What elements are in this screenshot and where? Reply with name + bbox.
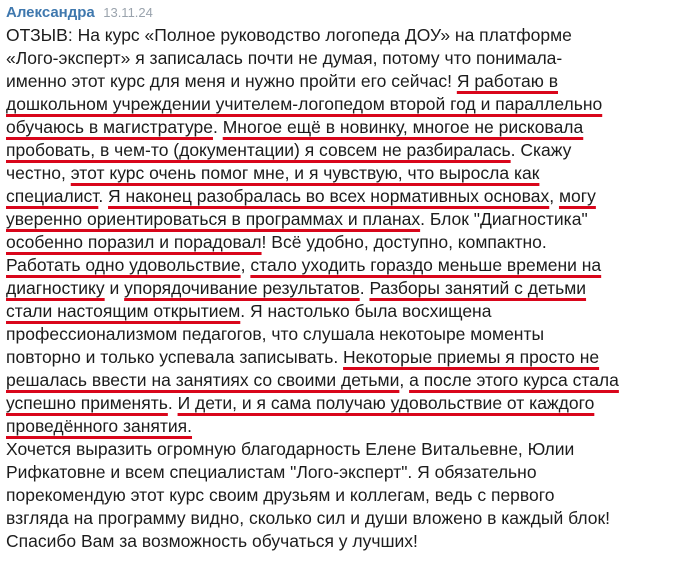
text-segment: именно этот курс для меня и нужно пройти его сейчас! [6, 71, 457, 91]
underlined-phrase: Я работаю в [456, 71, 558, 91]
message-line [6, 392, 681, 415]
underlined-phrase: стало уходить гораздо меньше времени на [250, 255, 602, 275]
text-segment: ! Всё удобно, доступно, компактно. [261, 232, 547, 252]
message-line [6, 93, 681, 116]
message-line [6, 231, 681, 254]
message-date: 13.11.24 [103, 5, 153, 20]
text-segment: повторно и только успевала записывать. [6, 347, 344, 367]
text-segment: профессионализмом педагогов, что слушала некотоыре моменты [6, 324, 545, 344]
text-segment: . Скажу [510, 140, 572, 160]
text-segment: ОТЗЫВ: На курс «Полное руководство логопеда ДОУ» на платформе [6, 25, 572, 45]
text-segment: . [98, 186, 109, 206]
text-segment: , [399, 370, 410, 390]
text-segment: . Я настолько была восхищена [240, 301, 492, 321]
text-segment: Спасибо Вам за возможность обучаться у лучших! [6, 531, 418, 551]
text-segment: . [359, 278, 370, 298]
message-line [6, 346, 681, 369]
message-line [6, 415, 681, 438]
text-segment: честно, [6, 163, 71, 183]
text-segment: . Блок "Диагностика" [420, 209, 588, 229]
message-line [6, 323, 681, 346]
underlined-phrase: Разборы занятий с детьми [369, 278, 587, 298]
underlined-phrase: этот курс очень помог мне, и я чувствую, что выросла как [70, 163, 540, 183]
underlined-phrase: упорядочивание результатов [124, 278, 360, 298]
message-line [6, 139, 681, 162]
message-line [6, 484, 681, 507]
underlined-phrase: стали настоящим открытием [6, 301, 241, 321]
message-line [6, 254, 681, 277]
underlined-phrase: а после этого курса стала [409, 370, 619, 390]
underlined-phrase: Я наконец разобралась во всех нормативных основах [108, 186, 550, 206]
underlined-phrase: решалась ввести на занятиях со своими детьми [6, 370, 400, 390]
text-segment: Хочется выразить огромную благодарность Елене Витальевне, Юлии [6, 439, 575, 459]
message-line [6, 116, 681, 139]
message-line [6, 185, 681, 208]
message-line [6, 208, 681, 231]
message-line [6, 507, 681, 530]
underlined-phrase: обучаюсь в магистратуре [6, 117, 213, 137]
text-segment: «Лого-эксперт» я записалась почти не думая, потому что понимала- [6, 48, 563, 68]
underlined-phrase: успешно применять [6, 393, 168, 413]
text-segment: , [240, 255, 251, 275]
message-header [6, 2, 681, 24]
text-segment: и [104, 278, 125, 298]
underlined-phrase: Работать одно удовольствие [6, 255, 241, 275]
message-line [6, 438, 681, 461]
message-line [6, 300, 681, 323]
underlined-phrase: дошкольном учреждении учителем-логопедом второй год и параллельно [6, 94, 603, 114]
underlined-phrase: И дети, и я сама получаю удовольствие от каждого [177, 393, 595, 413]
text-segment: порекомендую этот курс своим друзьям и коллегам, ведь с первого [6, 485, 555, 505]
author-name[interactable]: Александра [6, 4, 95, 21]
underlined-phrase: Некоторые приемы я просто не [343, 347, 600, 367]
underlined-phrase: специалист [6, 186, 99, 206]
text-segment: , [549, 186, 559, 206]
message-text [6, 24, 681, 553]
underlined-phrase: пробовать, в чем-то (документации) я совсем не разбиралась [6, 140, 511, 160]
message-line [6, 530, 681, 553]
underlined-phrase: особенно поразил и порадовал [6, 232, 262, 252]
message-line [6, 369, 681, 392]
underlined-phrase: могу [558, 186, 596, 206]
message-line [6, 461, 681, 484]
message-line [6, 24, 681, 47]
underlined-phrase: Многое ещё в новинку, многое не рисковала [222, 117, 584, 137]
text-segment: Рифкатовне и всем специалистам "Лого-эксперт". Я обязательно [6, 462, 537, 482]
underlined-phrase: диагностику [6, 278, 105, 298]
text-segment: . [212, 117, 223, 137]
text-segment: взгляда на программу видно, сколько сил и души вложено в каждый блок! [6, 508, 611, 528]
underlined-phrase: проведённого занятия. [6, 416, 193, 436]
underlined-phrase: уверенно ориентироваться в программах и планах [6, 209, 421, 229]
message-line [6, 277, 681, 300]
message-line [6, 47, 681, 70]
message-line [6, 162, 681, 185]
message-line [6, 70, 681, 93]
text-segment: . [167, 393, 178, 413]
